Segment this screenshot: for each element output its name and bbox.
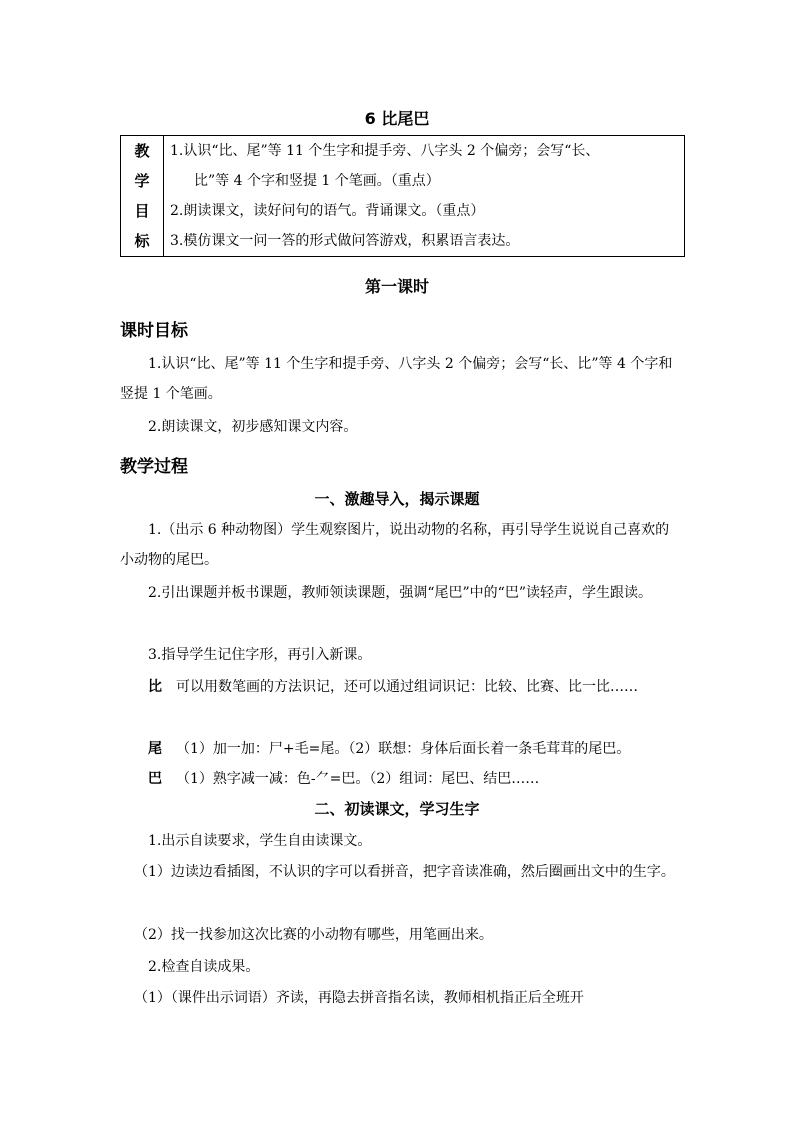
section-2-para-2: （1）边读边看插图，不认识的字可以看拼音，把字音读准确，然后圈画出文中的生字。 bbox=[134, 864, 675, 880]
side-char: 教 bbox=[134, 142, 150, 160]
section-1-para-3: 3.指导学生记住字形，再引入新课。 bbox=[148, 647, 372, 663]
process-heading: 教学过程 bbox=[120, 457, 188, 477]
section-2-para-3: （2）找一找参加这次比赛的小动物有哪些，用笔画出来。 bbox=[134, 927, 493, 943]
section-1-para-2: 2.引出课题并板书课题，教师领读课题，强调“尾巴”中的“巴”读轻声，学生跟读。 bbox=[148, 585, 652, 601]
section-1-title: 一、激趣导入，揭示课题 bbox=[314, 490, 480, 508]
char-wei: 尾 bbox=[148, 741, 162, 757]
teaching-goals-table bbox=[120, 135, 685, 257]
section-2-para-5: （1）（课件出示词语）齐读，再隐去拼音指名读，教师相机指正后全班开 bbox=[134, 990, 584, 1006]
section-1-para-1: 1.（出示 6 种动物图）学生观察图片，说出动物的名称，再引导学生说说自己喜欢的小动物的尾巴。 bbox=[120, 522, 670, 568]
char-ba: 巴 bbox=[148, 771, 162, 787]
objective-2: 2.朗读课文，初步感知课文内容。 bbox=[148, 419, 358, 435]
side-char: 标 bbox=[134, 232, 150, 250]
goals-content bbox=[164, 136, 685, 257]
char-bi: 比 bbox=[148, 679, 162, 695]
section-2-para-4: 2.检查自读成果。 bbox=[148, 959, 260, 975]
objective-1: 1.认识“比、尾”等 11 个生字和提手旁、八字头 2 个偏旁；会写“长、比”等 4 个字和竖提 1 个笔画。 bbox=[120, 356, 673, 402]
char-bi-item bbox=[120, 672, 680, 702]
goal-1-line-b: 比”等 4 个字和竖提 1 个笔画。（重点） bbox=[194, 173, 440, 189]
lesson-period-title: 第一课时 bbox=[364, 277, 429, 296]
char-ba-text: （1）熟字减一减：色-⺈=巴。（2）组词：尾巴、结巴…… bbox=[176, 771, 540, 787]
section-2-para-1: 1.出示自读要求，学生自由读课文。 bbox=[148, 833, 372, 849]
goal-1-line-a: 1.认识“比、尾”等 11 个生字和提手旁、八字头 2 个偏旁；会写“长、 bbox=[170, 143, 600, 159]
lesson-title: 6 比尾巴 bbox=[364, 109, 430, 128]
goals-side-label bbox=[121, 136, 164, 257]
goal-3: 3.模仿课文一问一答的形式做问答游戏，积累语言表达。 bbox=[170, 233, 520, 249]
char-bi-text: 可以用数笔画的方法识记，还可以通过组词识记：比较、比赛、比一比…… bbox=[176, 679, 638, 695]
char-wei-text: （1）加一加：尸+毛=尾。（2）联想：身体后面长着一条毛茸茸的尾巴。 bbox=[176, 741, 631, 757]
char-wei-item bbox=[120, 734, 680, 764]
goal-2: 2.朗读课文，读好问句的语气。背诵课文。（重点） bbox=[170, 203, 485, 219]
objectives-heading: 课时目标 bbox=[120, 321, 188, 341]
side-char: 学 bbox=[134, 172, 150, 190]
char-ba-item bbox=[120, 764, 680, 794]
side-char: 目 bbox=[134, 202, 150, 220]
section-2-title: 二、初读课文，学习生字 bbox=[314, 800, 480, 818]
